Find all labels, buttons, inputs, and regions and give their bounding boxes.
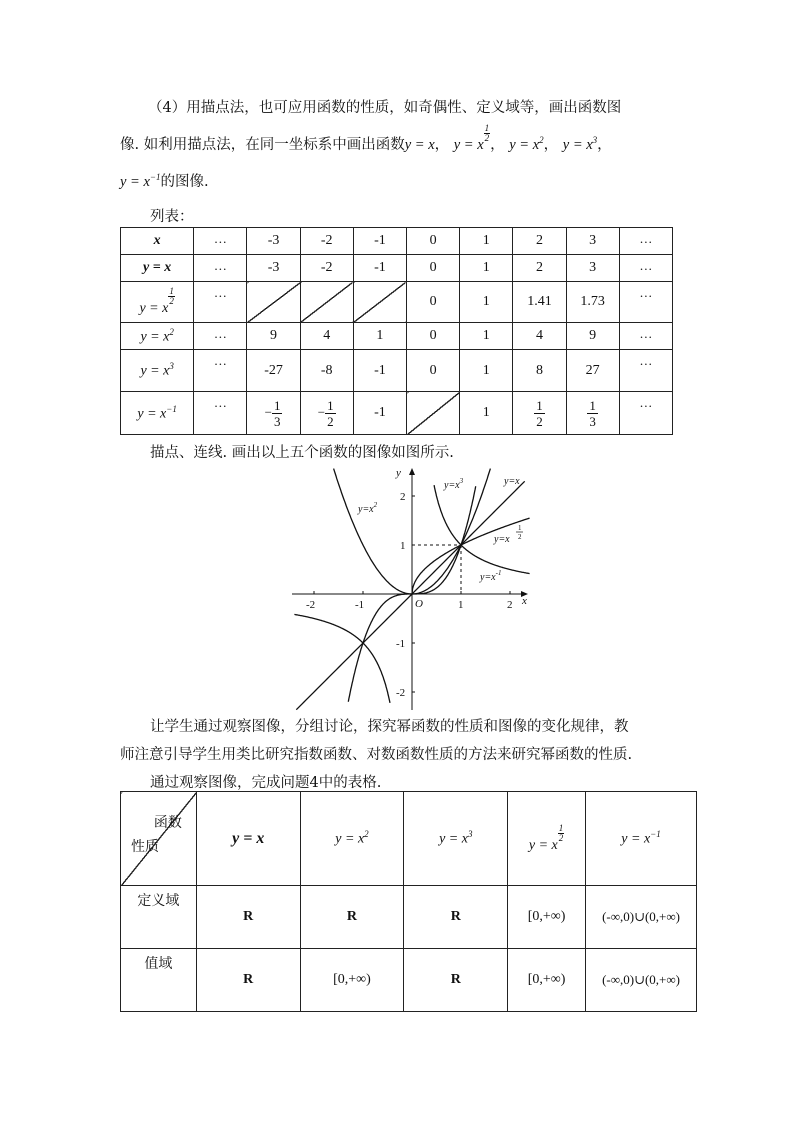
header-property-label: 性质: [131, 839, 159, 855]
table1-cell: …: [194, 350, 247, 392]
table1-cell: 1: [460, 228, 513, 255]
table2-row-range: [121, 949, 697, 1012]
table1-cell: 1.73: [566, 282, 619, 323]
y-axis-label: y: [396, 467, 401, 479]
label-y-x: y=x: [504, 476, 520, 487]
fraction-neg-half: − $\frac{1}{2}$: [317, 397, 334, 429]
x-tick-label: 2: [507, 599, 513, 611]
fraction-half: $\frac{1}{2}$: [536, 397, 543, 429]
fn-y-x: y = x: [404, 137, 435, 153]
range-cell: [0,+∞): [300, 949, 404, 1012]
table1-cell: 0: [407, 228, 460, 255]
table1-row-x: [121, 228, 673, 255]
intro-paragraph: [120, 92, 700, 198]
col-header-y-x2: $y = x^2$: [300, 792, 404, 886]
curve-y-sqrt: [412, 518, 530, 594]
range-cell: (-∞,0)∪(0,+∞): [586, 949, 697, 1012]
curve-y-inv-neg: [294, 614, 390, 703]
table1-cell: 0: [407, 255, 460, 282]
value-table: [120, 227, 673, 435]
range-cell: R: [196, 949, 300, 1012]
table1-row: [121, 323, 673, 350]
table1-cell: -1: [353, 392, 406, 435]
table1-row: [121, 392, 673, 435]
table1-cell: …: [194, 282, 247, 323]
curve-y-x: [296, 481, 524, 709]
y-tick-label: -2: [396, 687, 406, 699]
table1-cell: …: [619, 392, 672, 435]
label-y-inv: $y=x^{-1}$: [480, 569, 502, 583]
domain-cell: [0,+∞): [508, 886, 586, 949]
table1-cell: …: [194, 323, 247, 350]
table1-cell: -1: [353, 350, 406, 392]
table1-cell: -1: [353, 228, 406, 255]
range-cell: [0,+∞): [508, 949, 586, 1012]
intro-line3-suffix: 的图像.: [160, 173, 209, 190]
label-sqrt-exp-den: 2: [518, 533, 522, 541]
domain-cell: R: [300, 886, 404, 949]
table1-cell: …: [619, 282, 672, 323]
table2-header-row: [121, 792, 697, 886]
table1-cell: -1: [353, 255, 406, 282]
label-y-x3: $y=x^3$: [444, 477, 464, 491]
row-label-y-x: y = x: [121, 255, 194, 282]
table1-cell: …: [194, 392, 247, 435]
table1-cell: [300, 392, 353, 435]
col-header-y-x3: $y = x^3$: [404, 792, 508, 886]
table1-cell: -2: [300, 228, 353, 255]
x-axis-label: x: [522, 595, 527, 607]
header-function-label: 函数: [153, 815, 182, 831]
col-header-y-sqrt: y = x $^{\frac{1}{2}}$: [508, 792, 586, 886]
table1-cell: 1: [353, 323, 406, 350]
range-cell: R: [404, 949, 508, 1012]
table1-row: [121, 255, 673, 282]
table1-empty-cell: [353, 282, 406, 323]
domain-cell: R: [404, 886, 508, 949]
y-tick-label: 1: [400, 540, 406, 552]
x-tick-label: -2: [306, 599, 316, 611]
table1-row: [121, 282, 673, 323]
table1-cell: 0: [407, 282, 460, 323]
x-tick-label: -1: [355, 599, 365, 611]
table1-cell: …: [194, 255, 247, 282]
label-y-x2: $y=x^2$: [358, 501, 378, 515]
table1-cell: 1: [460, 392, 513, 435]
table1-cell: [566, 392, 619, 435]
table1-cell: 9: [247, 323, 300, 350]
y-tick-label: 2: [400, 491, 406, 503]
table1-cell: 2: [513, 255, 566, 282]
table1-cell: 1: [460, 282, 513, 323]
intro-line2-text: 像. 如利用描点法，在同一坐标系中画出函数: [120, 137, 405, 153]
row-label-y-x3: $y = x^3$: [121, 350, 194, 392]
discussion-line2: 师注意引导学生用类比研究指数函数、对数函数性质的方法来研究幂函数的性质.: [120, 747, 633, 763]
table1-cell: 3: [566, 228, 619, 255]
table1-cell: -3: [247, 255, 300, 282]
fn-y-x2: $y = x^2$: [509, 135, 544, 153]
col-header-y-inv: $y = x^{-1}$: [586, 792, 697, 886]
label-sqrt-exp-num: 1: [518, 524, 522, 532]
table1-cell: -8: [300, 350, 353, 392]
table1-cell: 0: [407, 350, 460, 392]
row-label-y-sqrt: y = x $^{\frac{1}{2}}$: [121, 282, 194, 323]
table1-cell: …: [619, 323, 672, 350]
power-function-graph: [292, 462, 532, 712]
table2-corner-cell: [121, 792, 197, 886]
intro-line1: （4）用描点法，也可应用函数的性质，如奇偶性、定义域等，画出函数图: [148, 100, 622, 116]
domain-cell: R: [196, 886, 300, 949]
table2-row-domain: [121, 886, 697, 949]
intro-line2: 像. 如利用描点法，在同一坐标系中画出函数y = x， y = x $^{\frac{1}{2}}$ ， $y = x^2$， $y = x^3$，: [120, 123, 612, 153]
table1-cell: [247, 392, 300, 435]
table1-cell: 0: [407, 323, 460, 350]
table1-row: [121, 350, 673, 392]
table1-cell: 1.41: [513, 282, 566, 323]
fn-y-x3: $y = x^3$: [562, 135, 598, 153]
table1-cell: 4: [300, 323, 353, 350]
table1-cell: 1: [460, 323, 513, 350]
table1-cell: 27: [566, 350, 619, 392]
table1-cell: 1: [460, 255, 513, 282]
table1-empty-cell: [247, 282, 300, 323]
table1-cell: 9: [566, 323, 619, 350]
graph-caption: 描点、连线. 画出以上五个函数的图像如图所示.: [150, 445, 454, 461]
label-y-sqrt: y=x: [494, 534, 510, 545]
table1-cell: 8: [513, 350, 566, 392]
table1-cell: …: [194, 228, 247, 255]
row-label-y-x2: $y = x^2$: [121, 323, 194, 350]
table1-cell: 2: [513, 228, 566, 255]
y-axis-arrow: [409, 468, 415, 475]
fraction-third: $\frac{1}{3}$: [589, 397, 596, 429]
table1-empty-cell: [300, 282, 353, 323]
discussion-line1: 让学生通过观察图像，分组讨论，探究幂函数的性质和图像的变化规律，教: [150, 719, 629, 735]
row-label-y-inv: $y = x^{-1}$: [121, 392, 194, 435]
table1-cell: 1: [460, 350, 513, 392]
x-tick-label: 1: [458, 599, 464, 611]
row-label-domain: 定义域: [121, 886, 197, 949]
origin-label: O: [415, 598, 423, 610]
properties-table: [120, 791, 697, 1012]
table1-cell: [513, 392, 566, 435]
fn-y-sqrt: y = x $^{\frac{1}{2}}$: [453, 123, 490, 153]
curve-y-inv-pos: [434, 485, 529, 573]
table1-header-x: x: [121, 228, 194, 255]
fn-y-inv: $y = x^{-1}$: [120, 172, 161, 190]
table1-cell: …: [619, 228, 672, 255]
table1-cell: …: [619, 255, 672, 282]
table1-cell: -3: [247, 228, 300, 255]
discussion-line3: 通过观察图像，完成问题4中的表格.: [150, 775, 382, 791]
row-label-range: 值域: [121, 949, 197, 1012]
table1-cell: 3: [566, 255, 619, 282]
intro-line3: [120, 161, 700, 198]
table1-empty-cell: [407, 392, 460, 435]
fraction-neg-third: − $\frac{1}{3}$: [264, 397, 281, 429]
table1-cell: …: [619, 350, 672, 392]
y-tick-label: -1: [396, 638, 406, 650]
discussion-paragraph: [120, 713, 700, 797]
domain-cell: (-∞,0)∪(0,+∞): [586, 886, 697, 949]
table1-cell: -27: [247, 350, 300, 392]
table1-cell: 4: [513, 323, 566, 350]
table1-label: 列表：: [150, 209, 194, 225]
col-header-y-x: y = x: [196, 792, 300, 886]
table1-cell: -2: [300, 255, 353, 282]
